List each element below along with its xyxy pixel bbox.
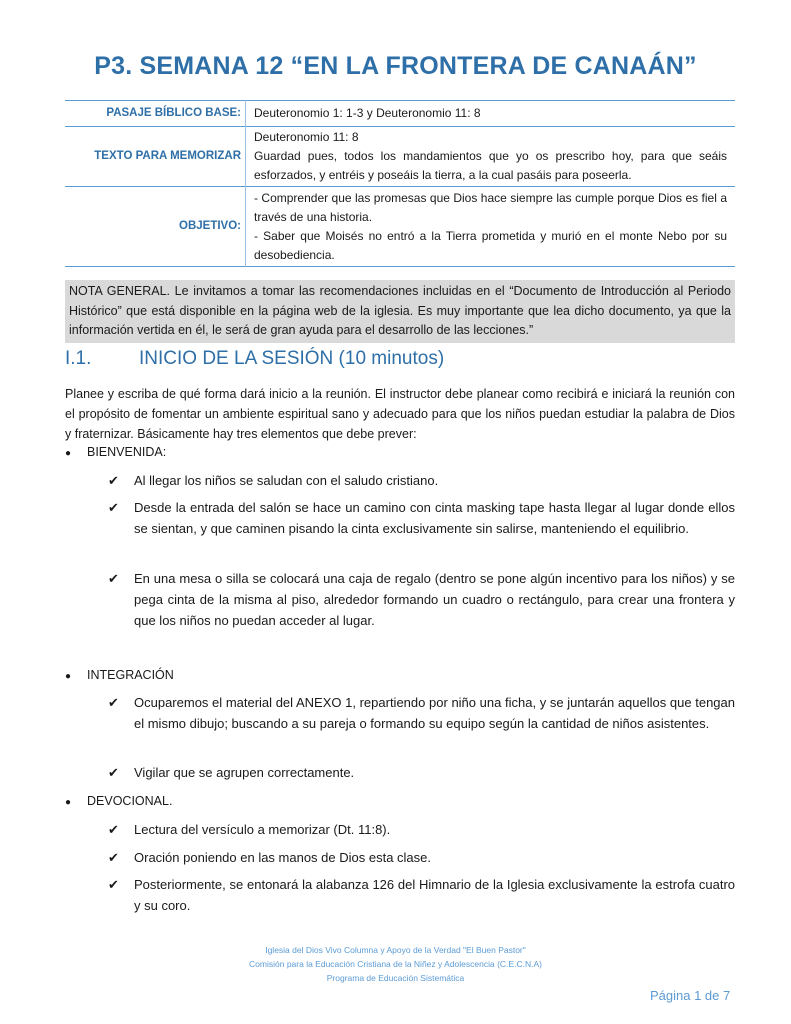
list-item (108, 470, 735, 491)
list-item-text: Desde la entrada del salón se hace un camino con cinta masking tape hasta llegar al lugar donde ellos se sientan, y que caminen pisando la cinta exclusivamente sin salirse, manteniendo el equilibrio. (134, 500, 735, 536)
page-title: P3. SEMANA 12 “EN LA FRONTERA DE CANAÁN” (94, 52, 697, 80)
list-item-text: Posteriormente, se entonará la alabanza 126 del Himnario de la Iglesia exclusivamente la estrofa cuatro y su coro. (134, 877, 735, 913)
list-item-text: Ocuparemos el material del ANEXO 1, repartiendo por niño una ficha, y se juntarán aquellos que tengan el mismo dibujo; buscando a su pareja o formando su equipo según la cantidad de niños asistentes. (134, 695, 735, 731)
texto-row (65, 127, 735, 187)
texto-label: TEXTO PARA MEMORIZAR (65, 127, 246, 187)
section-number: I.1. (65, 348, 92, 369)
pasaje-label: PASAJE BÍBLICO BASE: (65, 101, 246, 127)
list-item (108, 819, 735, 840)
list-item (108, 497, 735, 539)
list-item-text: Lectura del versículo a memorizar (Dt. 11:8). (134, 822, 391, 837)
objetivo-row (65, 187, 735, 267)
list-item-text: Oración poniendo en las manos de Dios esta clase. (134, 850, 432, 865)
integracion-heading (65, 668, 174, 682)
general-note: NOTA GENERAL. Le invitamos a tomar las recomendaciones incluidas en el “Documento de Introducción al Periodo Histórico” que está disponible en la página web de la iglesia. Es muy importante que lea dicho documento, ya que la información vertida en él, le será de gran ayuda para el desarrollo de las lecciones.” (65, 280, 735, 343)
objetivo-item-1: - Comprender que las promesas que Dios hace siempre las cumple porque Dios es fiel a través de una historia. (254, 190, 727, 224)
list-item-text: Vigilar que se agrupen correctamente. (134, 765, 355, 780)
list-item (108, 692, 735, 734)
devocional-heading (65, 794, 172, 808)
checkmark-icon: ✔ (108, 571, 119, 586)
objetivo-cell (246, 187, 736, 267)
section-title: INICIO DE LA SESIÓN (10 minutos) (139, 348, 445, 369)
checkmark-icon: ✔ (108, 765, 119, 780)
checkmark-icon: ✔ (108, 877, 119, 892)
footer-line-2: Comisión para la Educación Cristiana de la Niñez y Adolescencia (C.E.C.N.A) (249, 959, 542, 969)
bienvenida-heading (65, 445, 166, 459)
footer-line-1: Iglesia del Dios Vivo Columna y Apoyo de la Verdad "El Buen Pastor" (265, 945, 526, 955)
checkmark-icon: ✔ (108, 695, 119, 710)
bullet-dot-icon: ● (65, 671, 72, 682)
bullet-dot-icon: ● (65, 448, 72, 459)
texto-verse: Guardad pues, todos los mandamientos que yo os prescribo hoy, para que seáis esforzados, y entréis y poseáis la tierra, a la cual pasáis para poseerla. (254, 149, 727, 182)
objetivo-item-2: - Saber que Moisés no entró a la Tierra prometida y murió en el monte Nebo por su desobediencia. (254, 228, 727, 262)
checkmark-icon: ✔ (108, 850, 119, 865)
pasaje-value: Deuteronomio 1: 1-3 y Deuteronomio 11: 8 (254, 106, 481, 120)
intro-paragraph: Planee y escriba de qué forma dará inicio a la reunión. El instructor debe planear como recibirá e iniciará la reunión con el propósito de fomentar un ambiente espiritual sano y adecuado para que los niños puedan estudiar la palabra de Dios y fraternizar. Básicamente hay tres elementos que debe prever: (65, 387, 735, 441)
checkmark-icon: ✔ (108, 473, 119, 488)
integracion-label: INTEGRACIÓN (87, 668, 174, 682)
list-item (108, 762, 735, 783)
texto-reference: Deuteronomio 11: 8 (254, 130, 359, 144)
checkmark-icon: ✔ (108, 500, 119, 515)
bienvenida-label: BIENVENIDA: (87, 445, 167, 459)
section-heading (65, 348, 444, 370)
list-item (108, 874, 735, 916)
page-footer (0, 943, 791, 985)
bullet-dot-icon: ● (65, 797, 72, 808)
checkmark-icon: ✔ (108, 822, 119, 837)
objetivo-label: OBJETIVO: (65, 187, 246, 267)
footer-line-3: Programa de Educación Sistemática (326, 973, 465, 983)
devocional-label: DEVOCIONAL. (87, 794, 173, 808)
list-item-text: Al llegar los niños se saludan con el saludo cristiano. (134, 473, 439, 488)
list-item (108, 847, 735, 868)
page-number: Página 1 de 7 (650, 988, 731, 1003)
texto-cell (246, 127, 736, 187)
lesson-info-table (65, 100, 735, 267)
list-item-text: En una mesa o silla se colocará una caja de regalo (dentro se pone algún incentivo para los niños) y se pega cinta de la misma al piso, alrededor formando un cuadro o rectángulo, para crear una frontera y que los niños no puedan acceder al lugar. (134, 571, 735, 628)
pasaje-row (65, 101, 735, 127)
list-item (108, 568, 735, 631)
